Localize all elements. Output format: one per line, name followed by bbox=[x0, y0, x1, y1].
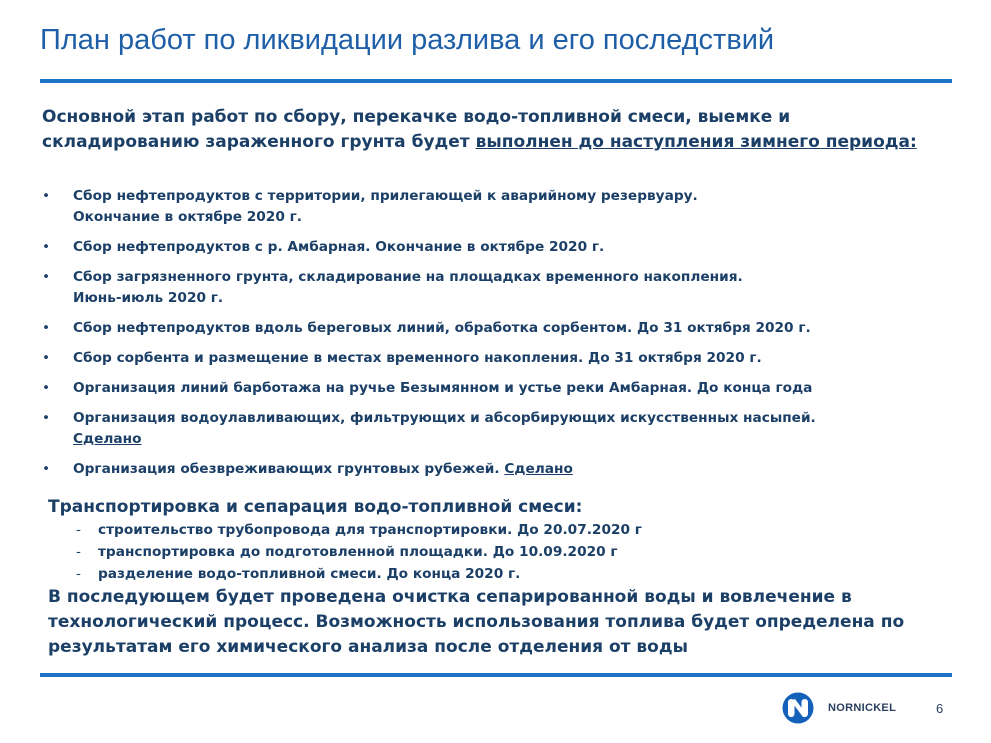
transport-section-title: Транспортировка и сепарация водо-топливной смеси: bbox=[48, 497, 583, 517]
dash-marker: - bbox=[76, 522, 81, 538]
list-item-text: Сбор нефтепродуктов с территории, прилегающей к аварийному резервуару. bbox=[73, 188, 698, 204]
bullet-icon: • bbox=[42, 269, 51, 285]
list-item-text: Сбор нефтепродуктов вдоль береговых линий, обработка сорбентом. До 31 октября 2020 г. bbox=[73, 320, 811, 336]
bullet-icon: • bbox=[42, 380, 51, 396]
list-item bbox=[42, 318, 957, 339]
transport-list bbox=[48, 519, 928, 585]
transport-item-text: транспортировка до подготовленной площадки. До 10.09.2020 г bbox=[98, 544, 618, 560]
bullet-icon: • bbox=[42, 239, 51, 255]
status-done-label: Сделано bbox=[73, 431, 142, 447]
page-number: 6 bbox=[936, 701, 944, 716]
transport-list-item bbox=[48, 541, 928, 563]
bullet-icon: • bbox=[42, 410, 51, 426]
dash-marker: - bbox=[76, 544, 81, 560]
header-divider bbox=[40, 79, 952, 83]
footer-divider bbox=[40, 673, 952, 677]
list-item-text: Сбор загрязненного грунта, складирование на площадках временного накопления. bbox=[73, 269, 743, 285]
page-title: План работ по ликвидации разлива и его последствий bbox=[40, 24, 775, 56]
transport-item-text: разделение водо-топливной смеси. До конца 2020 г. bbox=[98, 566, 521, 582]
list-item-text-line2: Окончание в октябре 2020 г. bbox=[73, 209, 302, 225]
list-item-text: Сбор нефтепродуктов с р. Амбарная. Окончание в октябре 2020 г. bbox=[73, 239, 605, 255]
bullet-icon: • bbox=[42, 188, 51, 204]
work-items-list bbox=[42, 186, 957, 489]
transport-item-text: строительство трубопровода для транспортировки. До 20.07.2020 г bbox=[98, 522, 642, 538]
list-item-text-line2: Июнь-июль 2020 г. bbox=[73, 290, 224, 306]
intro-text: Основной этап работ по сбору, перекачке водо-топливной смеси, выемке и складированию зараженного грунта будет bbox=[42, 107, 791, 152]
list-item bbox=[42, 267, 957, 309]
bullet-icon: • bbox=[42, 461, 51, 477]
list-item bbox=[42, 186, 957, 228]
list-item bbox=[42, 378, 957, 399]
list-item-text: Организация линий барботажа на ручье Безымянном и устье реки Амбарная. До конца года bbox=[73, 380, 813, 396]
bullet-icon: • bbox=[42, 350, 51, 366]
dash-marker: - bbox=[76, 566, 81, 582]
list-item bbox=[42, 408, 957, 450]
list-item bbox=[42, 459, 957, 480]
transport-list-item bbox=[48, 563, 928, 585]
list-item bbox=[42, 237, 957, 258]
nornickel-logo-icon bbox=[778, 692, 818, 724]
conclusion-paragraph: В последующем будет проведена очистка сепарированной воды и вовлечение в технологический процесс. Возможность использования топлива будет определена по результатам его химического анализа после отделения от воды bbox=[48, 587, 905, 657]
transport-list-item bbox=[48, 519, 928, 541]
status-done-label: Сделано bbox=[504, 461, 573, 477]
list-item-text: Организация обезвреживающих грунтовых рубежей. bbox=[73, 461, 505, 477]
bullet-icon: • bbox=[42, 320, 51, 336]
intro-underlined-text: выполнен до наступления зимнего периода: bbox=[475, 132, 917, 152]
list-item-text: Сбор сорбента и размещение в местах временного накопления. До 31 октября 2020 г. bbox=[73, 350, 762, 366]
intro-paragraph bbox=[42, 105, 947, 155]
logo-wordmark: NORNICKEL bbox=[828, 702, 897, 714]
nornickel-logo bbox=[778, 692, 896, 724]
list-item-text: Организация водоулавливающих, фильтрующих и абсорбирующих искусственных насыпей. bbox=[73, 410, 816, 426]
list-item bbox=[42, 348, 957, 369]
